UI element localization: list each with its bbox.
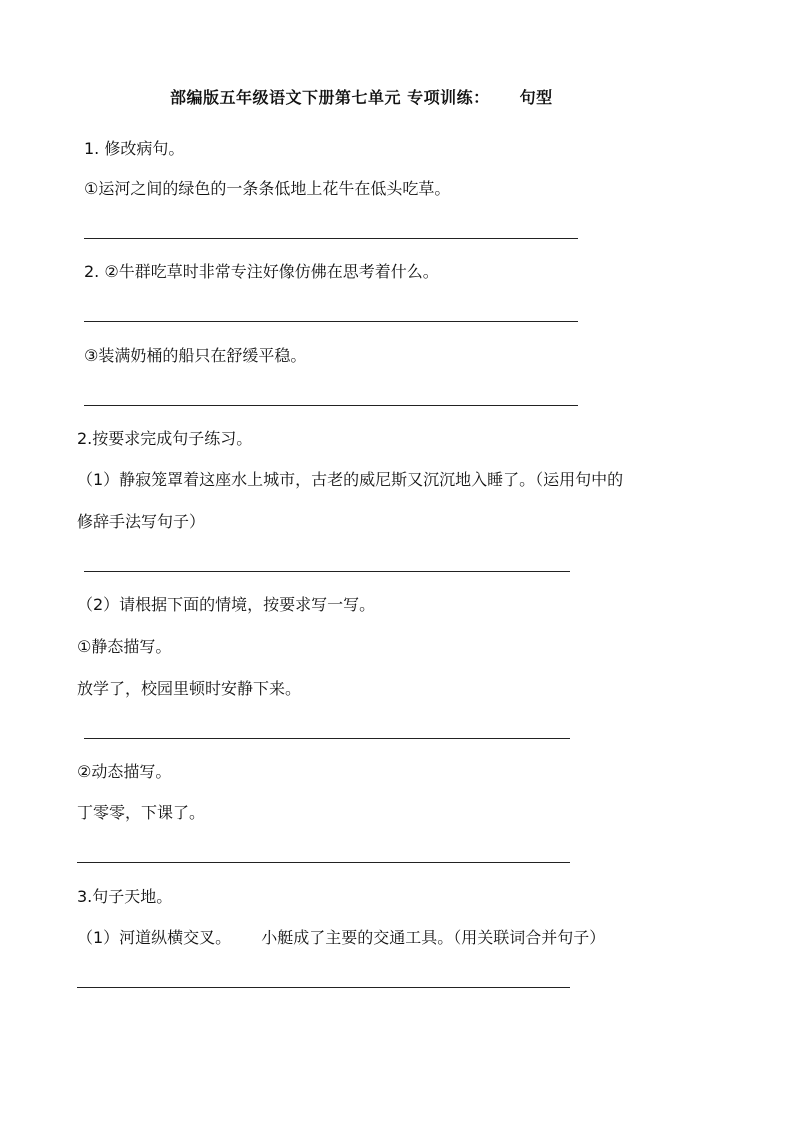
section1-heading: 1. 修改病句。	[84, 139, 185, 158]
section2-q2-a: ①静态描写。	[77, 637, 172, 656]
section2-q2-a-context: 放学了，校园里顿时安静下来。	[77, 679, 302, 698]
section2-q2-b-context: 丁零零，下课了。	[77, 803, 206, 822]
section3-heading: 3.句子天地。	[77, 887, 173, 906]
section2-q2: （2）请根据下面的情境，按要求写一写。	[77, 595, 376, 614]
answer-line[interactable]	[84, 738, 570, 739]
section2-q2-b: ②动态描写。	[77, 762, 172, 781]
title-main: 部编版五年级语文下册第七单元 专项训练：	[170, 88, 490, 107]
answer-line[interactable]	[84, 405, 578, 406]
answer-line[interactable]	[84, 238, 578, 239]
answer-line[interactable]	[84, 571, 570, 572]
section3-q1-part1: （1）河道纵横交叉。	[77, 928, 232, 947]
section3-q1-part2: 小艇成了主要的交通工具。（用关联词合并句子）	[261, 928, 606, 947]
answer-line[interactable]	[77, 987, 570, 988]
page-title	[170, 88, 553, 108]
section3-q1	[77, 928, 605, 948]
section1-item1: ①运河之间的绿色的一条条低地上花牛在低头吃草。	[84, 179, 451, 198]
title-topic: 句型	[519, 88, 553, 107]
section2-heading: 2.按要求完成句子练习。	[77, 429, 253, 448]
section1-item2: 2. ②牛群吃草时非常专注好像仿佛在思考着什么。	[84, 262, 439, 281]
answer-line[interactable]	[77, 862, 570, 863]
section1-item3: ③装满奶桶的船只在舒缓平稳。	[84, 346, 307, 365]
answer-line[interactable]	[84, 321, 578, 322]
section2-q1-line1: （1）静寂笼罩着这座水上城市，古老的威尼斯又沉沉地入睡了。（运用句中的	[77, 470, 624, 489]
section2-q1-line2: 修辞手法写句子）	[77, 512, 206, 531]
